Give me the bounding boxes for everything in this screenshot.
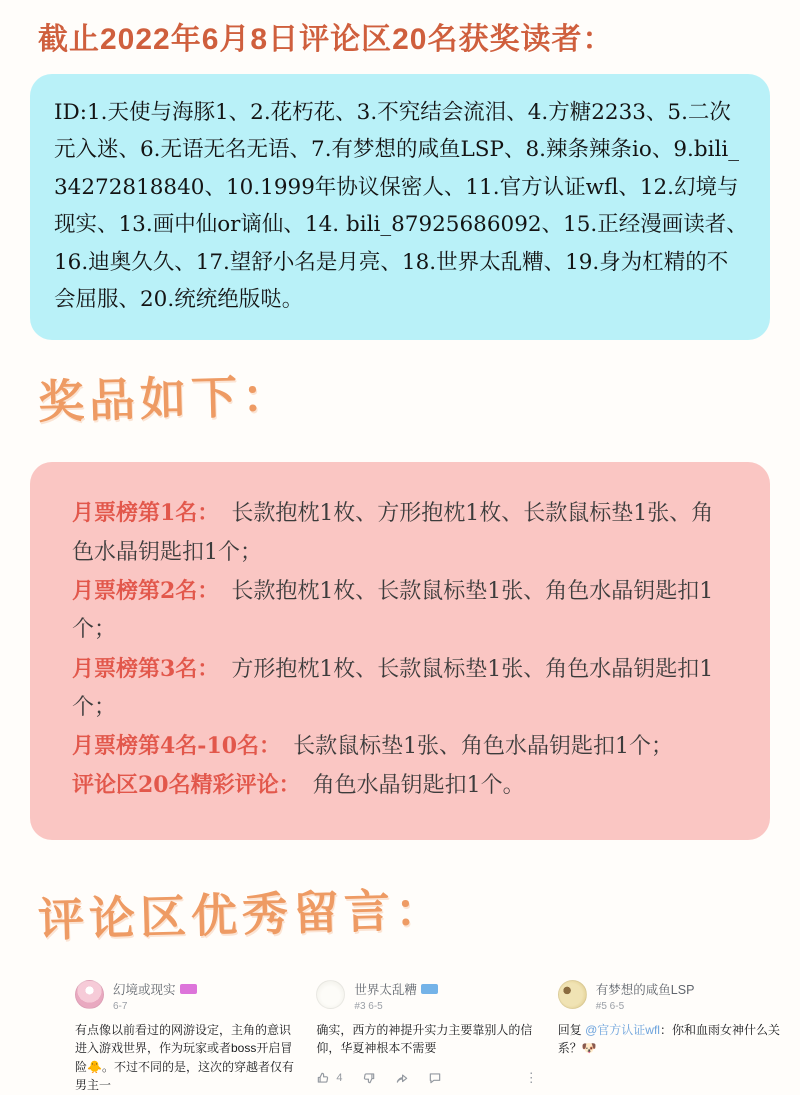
prize-rank-label: 评论区20名精彩评论： [72, 772, 301, 799]
winner-id-list: ID:1.天使与海豚1、2.花朽花、3.不究结会流泪、4.方糖2233、5.二次元入迷、6.无语无名无语、7.有梦想的咸鱼LSP、8.辣条辣条io、9.bili_34272818840、10.1999年协议保密人、11.官方认证wfl、12.幻境与现实、13.画中仙or谪仙、14. bili_87925686092、15.正经漫画读者、16.迪奥久久、17.望舒小名是月亮、18.世界太乱糟、19.身为杠精的不会屈服、20.统统绝版哒。 [54, 100, 748, 313]
comments-title: 评论区优秀留言： [37, 882, 447, 946]
prizes-title: 奖品如下： [37, 369, 294, 429]
prize-rank-label: 月票榜第3名： [72, 655, 220, 682]
thumbs-down-icon[interactable] [362, 1071, 376, 1085]
comment-meta: #5 6-5 [595, 1000, 625, 1012]
comment-action-bar [316, 1070, 541, 1086]
comment-text: 有点像以前看过的网游设定，主角的意识进入游戏世界，作为玩家或者boss开启冒险🐥。不过不同的是，这次的穿越者仅有男主一 [75, 1022, 294, 1093]
avatar[interactable] [316, 980, 345, 1009]
level-badge-icon [421, 984, 438, 994]
thumbs-up-icon[interactable] [316, 1071, 330, 1085]
prize-rank-label: 月票榜第2名： [72, 577, 220, 604]
comment-card-3 [558, 980, 800, 1095]
prize-rank-label: 月票榜第4名-10名： [72, 733, 282, 760]
comment-screenshots-row [75, 980, 800, 1095]
comment-meta: #3 6-5 [354, 1000, 383, 1012]
prizes-box [30, 462, 770, 839]
prize-row-rank4-10 [72, 727, 732, 766]
comment-username[interactable]: 世界太乱糟 [354, 982, 417, 997]
prize-value: 方形抱枕1枚、长款鼠标垫1张、角色水晶钥匙扣1个； [72, 656, 714, 720]
comment-username[interactable]: 幻境或现实 [113, 982, 176, 997]
comment-text [558, 1021, 800, 1058]
doge-emoji: 🐶 [581, 1041, 597, 1056]
avatar[interactable] [75, 980, 104, 1009]
prize-value: 长款鼠标垫1张、角色水晶钥匙扣1个； [293, 734, 674, 760]
winners-box [30, 74, 770, 340]
prize-row-rank1 [72, 494, 732, 572]
comment-card-2 [316, 980, 541, 1095]
comment-text: 确实，西方的神提升实力主要靠别人的信仰，华夏神根本不需要 [316, 1022, 533, 1056]
mention-link[interactable]: @官方认证wfl [585, 1022, 660, 1037]
avatar[interactable] [558, 980, 587, 1009]
comment-icon[interactable] [428, 1071, 442, 1085]
like-count: 4 [336, 1071, 343, 1084]
prize-value: 角色水晶钥匙扣1个。 [312, 773, 525, 799]
prize-value: 长款抱枕1枚、方形抱枕1枚、长款鼠标垫1张、角色水晶钥匙扣1个； [72, 501, 714, 565]
reply-prefix: 回复 [557, 1022, 586, 1037]
comment-meta: 6-7 [113, 1000, 128, 1012]
share-icon[interactable] [395, 1071, 409, 1085]
reply-body: ：你和血雨女神什么关系？ [557, 1022, 780, 1056]
prize-value: 长款抱枕1枚、长款鼠标垫1张、角色水晶钥匙扣1个； [72, 578, 714, 643]
winners-title: 截止2022年6月8日评论区20名获奖读者： [38, 23, 614, 56]
level-badge-icon [180, 984, 197, 994]
prize-row-rank2 [72, 572, 732, 650]
prize-row-comments20 [72, 766, 732, 805]
prize-rank-label: 月票榜第1名： [72, 500, 220, 527]
comment-card-1 [75, 980, 300, 1095]
announcement-page [0, 14, 800, 1093]
comment-username[interactable]: 有梦想的咸鱼LSP [595, 982, 695, 997]
prize-row-rank3 [72, 650, 732, 728]
more-vertical-icon[interactable]: ⋮ [524, 1069, 538, 1085]
